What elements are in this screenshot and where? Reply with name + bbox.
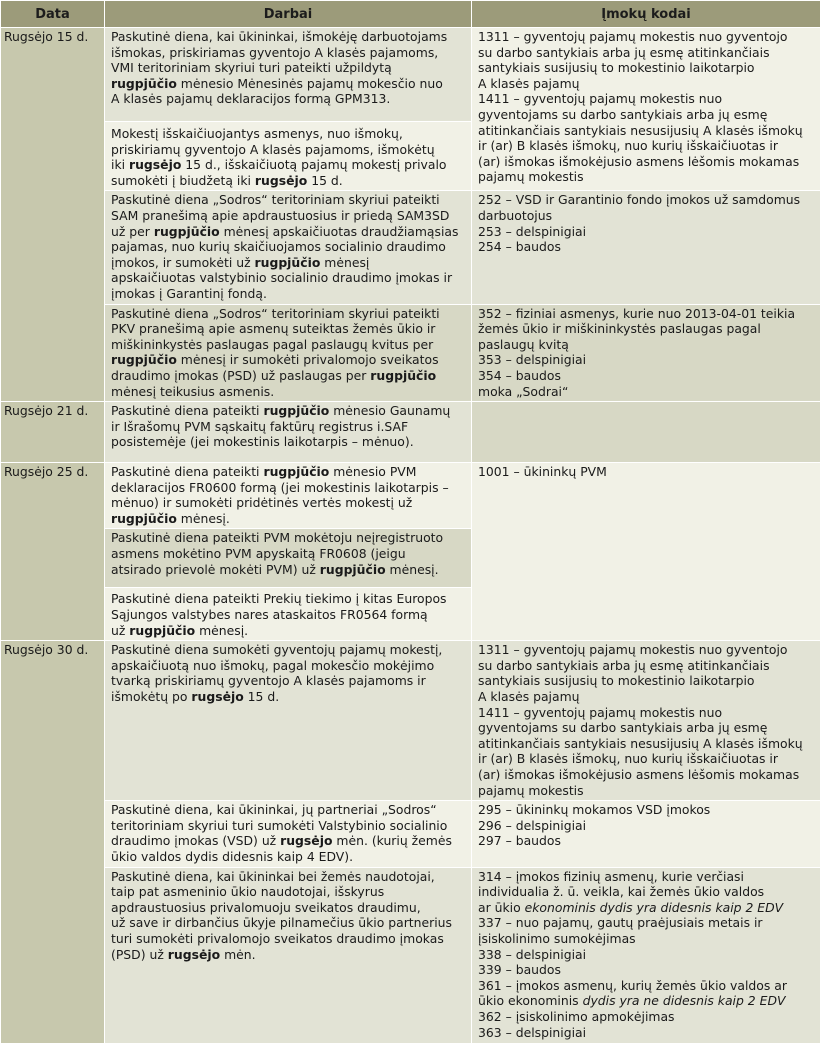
text-run: SAM pranešimą apie apdraustuosius ir priedą SAM3SD [111,208,449,223]
text-run: įmokos, ir sumokėti už [111,255,255,270]
bold-text: rugsėjo [129,157,181,172]
text-run: mėn. (kurių žemės [332,833,451,848]
text-run: Paskutinė diena, kai ūkininkai bei žemės naudotojai, [111,869,435,884]
text-run: išmokėtų po [111,689,191,704]
text-run: atitinkančiais santykiais nesusijusių A klasės išmokų [478,736,803,751]
text-line [478,978,816,994]
text-line [111,480,467,496]
text-run: Mokestį išskaičiuojantys asmenys, nuo išmokų, [111,126,403,141]
text-line [478,869,816,885]
work-cell [105,867,472,1043]
text-line [478,29,816,45]
text-run: 1311 – gyventojų pajamų mokestis nuo gyventojo [478,29,788,44]
text-line [478,239,816,255]
text-run: 362 – įsiskolinimo apmokėjimas [478,1009,675,1024]
codes-cell [472,867,820,1043]
text-run: Paskutinė diena sumokėti gyventojų pajamų mokestį, [111,642,442,657]
text-line [111,306,467,322]
text-line [478,368,816,384]
text-line [111,192,467,208]
text-line [111,337,467,353]
table-row [1,641,820,801]
text-run: atsirado prievolė mokėti PVM) už [111,562,320,577]
text-run: asmens mokėtino PVM apyskaitą FR0608 (jeigu [111,546,406,561]
text-run: įsiskolinimo sumokėjimas [478,931,636,946]
text-run: atitinkančiais santykiais nesusijusių A klasės išmokų [478,123,803,138]
text-line [478,931,816,947]
text-line [111,208,467,224]
bold-text: rugpjūčio [255,255,321,270]
bold-text: rugpjūčio [320,562,386,577]
codes-cell [472,402,820,463]
date-cell: Rugsėjo 21 d. [1,402,105,463]
bold-text: rugpjūčio [370,368,436,383]
text-run: Paskutinė diena „Sodros“ teritoriniam skyriui pateikti [111,306,440,321]
text-line [478,736,816,752]
text-run: taip pat asmeninio ūkio naudotojai, išskyrus [111,884,384,899]
text-run: 338 – delspinigiai [478,947,586,962]
text-run: (ar) išmokas išmokėjusio asmens lėšomis mokamas [478,767,799,782]
text-line [111,368,467,384]
work-cell [105,402,472,463]
text-run: santykiais susijusių to mokestinio laikotarpio [478,673,755,688]
text-line [111,157,467,173]
text-line [478,1025,816,1041]
text-run: mėnesio Gaunamų [329,403,450,418]
text-line [478,321,816,337]
text-run: (PSD) už [111,947,168,962]
italic-text: dydis yra ne didesnis kaip 2 EDV [583,993,786,1008]
text-run: A klasės pajamų deklaracijos formą GPM313. [111,91,390,106]
text-run: pajamų mokestis [478,169,584,184]
text-line [111,76,467,92]
text-run: ūkio valdos dydis didesnis kaip 4 EDV). [111,849,353,864]
text-line [111,931,467,947]
bold-text: rugpjūčio [263,403,329,418]
text-run: mėnesį [320,255,369,270]
text-line [111,286,467,302]
text-run: 361 – įmokos asmenų, kurių žemės ūkio valdos ar [478,978,787,993]
table-row [1,867,820,1043]
text-line [111,833,467,849]
text-run: sumokėti į biudžetą iki [111,173,255,188]
text-run: apdraustuosius privalomuoju sveikatos draudimu, [111,900,421,915]
text-run: priskiriamų gyventojo A klasės pajamoms, išmokėtų [111,142,435,157]
text-run: 253 – delspinigiai [478,224,586,239]
text-run: Paskutinė diena pateikti [111,464,263,479]
date-cell: Rugsėjo 30 d. [1,641,105,1043]
text-run: už [111,623,129,638]
table-row [1,191,820,304]
text-line [111,642,467,658]
text-run: individualia ž. ū. veikla, kai žemės ūkio valdos [478,884,764,899]
text-line [111,45,467,61]
text-run: moka „Sodrai“ [478,384,568,399]
text-line [478,169,816,185]
text-line [111,530,467,546]
date-cell: Rugsėjo 15 d. [1,28,105,402]
table-row [1,304,820,402]
text-line [111,321,467,337]
work-cell [105,801,472,867]
bold-text: rugpjūčio [129,623,195,638]
text-line [111,673,467,689]
text-line [478,224,816,240]
text-line [111,623,467,639]
text-run: posistemėje (jei mokestinis laikotarpis – mėnuo). [111,434,414,449]
text-run: ūkio ekonominis [478,993,583,1008]
codes-cell [472,801,820,867]
text-line [478,833,816,849]
work-cell [105,304,472,402]
text-run: su darbo santykiais arba jų esmę atitinkančiais [478,45,770,60]
text-line [111,224,467,240]
text-run: apskaičiuotas valstybinio socialinio draudimo įmokas ir [111,270,452,285]
text-line [478,60,816,76]
text-line [111,562,467,578]
text-line [111,818,467,834]
text-run: VMI teritoriniam skyriui turi pateikti užpildytą [111,60,392,75]
text-line [111,689,467,705]
codes-cell [472,641,820,801]
text-run: 352 – fiziniai asmenys, kurie nuo 2013-04-01 teikia [478,306,795,321]
text-run: mėnesio PVM [329,464,416,479]
text-run: Paskutinė diena, kai ūkininkai, išmokėję darbuotojams [111,29,447,44]
text-line [111,419,467,435]
bold-text: rugsėjo [168,947,220,962]
work-cell [105,463,472,529]
text-run: pajamas, nuo kurių skaičiuojamos socialinio draudimo [111,239,446,254]
codes-cell [472,28,820,191]
text-run: ir (ar) B klasės išmokų, nuo kurių išskaičiuotas ir [478,751,778,766]
text-line [478,689,816,705]
bold-text: rugpjūčio [111,511,177,526]
text-line [111,607,467,623]
work-cell [105,191,472,304]
text-run: mėnesį. [177,511,230,526]
text-run: žemės ūkio ir miškininkystės paslaugas pagal [478,321,761,336]
text-run: mėnesį apskaičiuotas draudžiamąsias [220,224,459,239]
text-run: (ar) išmokas išmokėjusio asmens lėšomis mokamas [478,154,799,169]
text-line [478,464,816,480]
text-line [478,673,816,689]
text-run: teritoriniam skyriui turi sumokėti Valstybinio socialinio [111,818,447,833]
text-line [111,173,467,189]
text-run: 339 – baudos [478,962,561,977]
text-line [478,337,816,353]
text-run: draudimo įmokas (PSD) už paslaugas per [111,368,370,383]
text-line [478,76,816,92]
text-run: ar ūkio [478,900,525,915]
bold-text: rugpjūčio [111,352,177,367]
text-run: deklaracijos FR0600 formą (jei mokestinis laikotarpis – [111,480,449,495]
text-run: gyventojams su darbo santykiais arba jų esmę [478,107,767,122]
text-line [111,255,467,271]
text-line [111,142,467,158]
text-line [111,352,467,368]
text-line [478,352,816,368]
text-line [111,91,467,107]
bold-text: rugpjūčio [154,224,220,239]
text-run: Paskutinė diena, kai ūkininkai, jų partneriai „Sodros“ [111,802,437,817]
text-line [478,751,816,767]
text-run: 363 – delspinigiai [478,1025,586,1040]
text-line [478,107,816,123]
header-date: Data [1,1,105,28]
text-line [111,126,467,142]
text-run: 295 – ūkininkų mokamos VSD įmokos [478,802,710,817]
text-run: gyventojams su darbo santykiais arba jų esmę [478,720,767,735]
text-run: A klasės pajamų [478,76,580,91]
text-line [478,91,816,107]
bold-text: rugpjūčio [111,76,177,91]
italic-text: ekonominis dydis yra didesnis kaip 2 EDV [525,900,784,915]
text-run: su darbo santykiais arba jų esmę atitinkančiais [478,658,770,673]
text-run: mėnesį. [195,623,248,638]
text-run: 1001 – ūkininkų PVM [478,464,607,479]
header-codes: Įmokų kodai [472,1,820,28]
text-run: turi sumokėti privalomojo sveikatos draudimo įmokas [111,931,444,946]
table-row [1,463,820,529]
text-run: mėn. [220,947,255,962]
text-run: iki [111,157,129,172]
text-line [111,947,467,963]
text-run: pajamų mokestis [478,783,584,798]
text-line [478,802,816,818]
text-line [478,192,816,208]
text-line [478,705,816,721]
bold-text: rugsėjo [280,833,332,848]
text-line [111,658,467,674]
work-cell [105,641,472,801]
text-line [111,915,467,931]
date-cell: Rugsėjo 25 d. [1,463,105,641]
text-line [111,60,467,76]
text-line [478,818,816,834]
codes-cell [472,304,820,402]
text-line [111,495,467,511]
table-row [1,402,820,463]
text-line [478,1009,816,1025]
text-run: Paskutinė diena pateikti PVM mokėtoju neįregistruoto [111,530,443,545]
text-line [478,123,816,139]
text-line [478,138,816,154]
text-line [111,29,467,45]
text-run: įmokas į Garantinį fondą. [111,286,267,301]
work-cell [105,28,472,122]
text-run: 15 d. [244,689,279,704]
text-line [478,767,816,783]
text-line [111,464,467,480]
work-cell [105,529,472,588]
text-run: darbuotojus [478,208,552,223]
text-line [478,658,816,674]
text-line [478,915,816,931]
text-line [478,783,816,799]
text-line [478,962,816,978]
work-cell [105,588,472,641]
text-run: santykiais susijusių to mokestinio laikotarpio [478,60,755,75]
text-run: A klasės pajamų [478,689,580,704]
bold-text: rugpjūčio [263,464,329,479]
text-run: draudimo įmokas (VSD) už [111,833,280,848]
text-run: 1411 – gyventojų pajamų mokestis nuo [478,91,722,106]
text-run: Sąjungos valstybes nares ataskaitos FR0564 formą [111,607,428,622]
text-line [478,884,816,900]
codes-cell [472,463,820,641]
text-run: Paskutinė diena pateikti [111,403,263,418]
text-run: 254 – baudos [478,239,561,254]
text-run: 353 – delspinigiai [478,352,586,367]
text-run: už save ir dirbančius ūkyje pilnamečius ūkio partnerius [111,915,452,930]
text-line [111,900,467,916]
table-row [1,28,820,122]
text-line [111,546,467,562]
text-line [478,642,816,658]
text-line [111,849,467,865]
text-line [111,270,467,286]
text-line [111,403,467,419]
text-run: paslaugų kvitą [478,337,569,352]
bold-text: rugsėjo [191,689,243,704]
text-run: mėnuo) ir sumokėti pridėtinės vertės mokestį už [111,495,412,510]
text-run: Paskutinė diena „Sodros“ teritoriniam skyriui pateikti [111,192,440,207]
text-run: 1311 – gyventojų pajamų mokestis nuo gyventojo [478,642,788,657]
text-run: už per [111,224,154,239]
text-run: 314 – įmokos fizinių asmenų, kurie verčiasi [478,869,744,884]
codes-cell [472,191,820,304]
header-works: Darbai [105,1,472,28]
bold-text: rugsėjo [255,173,307,188]
text-run: 15 d. [307,173,342,188]
text-run: išmokas, priskiriamas gyventojo A klasės pajamoms, [111,45,438,60]
text-run: 354 – baudos [478,368,561,383]
text-line [111,591,467,607]
text-run: 297 – baudos [478,833,561,848]
text-line [478,45,816,61]
text-run: PKV pranešimą apie asmenų suteiktas žemės ūkio ir [111,321,435,336]
text-run: 1411 – gyventojų pajamų mokestis nuo [478,705,722,720]
work-cell [105,122,472,191]
table-row [1,801,820,867]
text-line [478,947,816,963]
text-run: ir (ar) B klasės išmokų, nuo kurių išskaičiuotas ir [478,138,778,153]
text-run: Paskutinė diena pateikti Prekių tiekimo į kitas Europos [111,591,447,606]
text-run: apskaičiuotą nuo išmokų, pagal mokesčio mokėjimo [111,658,434,673]
text-run: mėnesį ir sumokėti privalomojo sveikatos [177,352,439,367]
text-line [111,434,467,450]
text-line [111,239,467,255]
text-run: ir Išrašomų PVM sąskaitų faktūrų registrus i.SAF [111,419,408,434]
text-run: miškininkystės paslaugas pagal paslaugų kvitus per [111,337,433,352]
text-run: mėnesio Mėnesinės pajamų mokesčio nuo [177,76,443,91]
text-run: 296 – delspinigiai [478,818,586,833]
text-line [478,154,816,170]
text-line [478,208,816,224]
text-run: mėnesį teikusius asmenis. [111,384,274,399]
text-line [111,869,467,885]
text-line [478,720,816,736]
text-run: tvarką priskiriamų gyventojo A klasės pajamoms ir [111,673,426,688]
header-row [1,1,820,28]
text-line [478,384,816,400]
text-line [478,900,816,916]
text-run: 15 d., išskaičiuotą pajamų mokestį privalo [181,157,446,172]
text-line [111,802,467,818]
text-run: mėnesį. [386,562,439,577]
text-line [111,384,467,400]
text-run: 252 – VSD ir Garantinio fondo įmokos už samdomus [478,192,800,207]
text-line [478,306,816,322]
text-run: 337 – nuo pajamų, gautų praėjusiais metais ir [478,915,763,930]
text-line [111,511,467,527]
text-line [111,884,467,900]
